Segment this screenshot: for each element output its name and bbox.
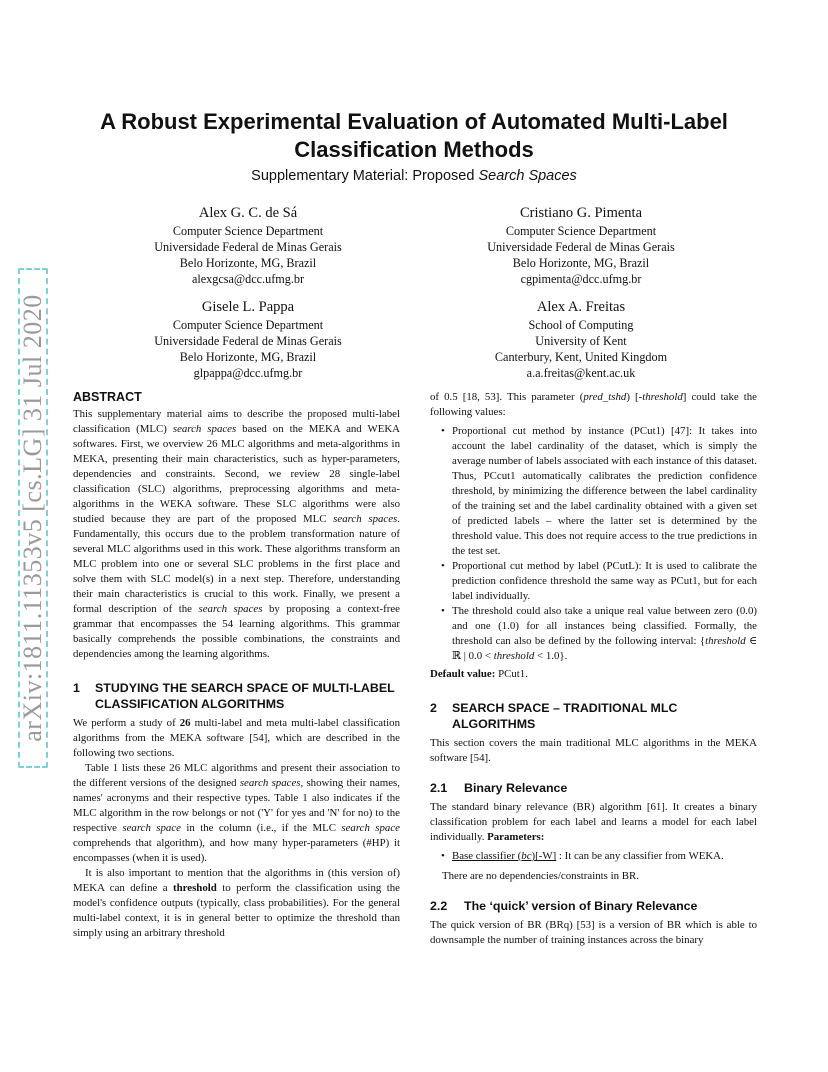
abstract-part: by proposing a context-free grammar that encompasses the 54 learning algorithms. This grammar basically comprehends the possible combinations, the constraints and dependencies among the learning algorithms. (73, 603, 400, 660)
paper-subtitle (80, 168, 748, 184)
text-run: Table 1 lists these 26 MLC algorithms and present their association to the different versions of the designed (73, 762, 400, 789)
author-location: Canterbury, Kent, United Kingdom (494, 350, 668, 364)
default-label: Default value: (430, 668, 496, 680)
list-item (441, 559, 757, 604)
text-run: ∈ ℝ | 0.0 < (452, 635, 757, 662)
author-email: alexgcsa@dcc.ufmg.br (191, 272, 305, 286)
text-run: multi-label and meta multi-label classification algorithms from the MEKA software [54], which are described in the following two sections. (73, 717, 400, 759)
default-value: PCut1. (495, 668, 528, 680)
text-emphasis: search space (341, 822, 400, 834)
arxiv-id: arXiv:1811.11353v5 [cs.LG] 31 Jul 2020 (18, 294, 47, 742)
author-location: Belo Horizonte, MG, Brazil (179, 256, 317, 270)
subsection-heading (430, 780, 757, 796)
text-emphasis: search spaces (239, 777, 301, 789)
text-run: < 1.0}. (534, 650, 568, 662)
parameter-name (452, 850, 556, 862)
text-run: We perform a study of (73, 717, 180, 729)
abstract-part: . Fundamentally, this occurs due to the problem transformation nature of several MLC algorithms used in this work. These algorithms transform an MLC problem into one or several SLC problems in the first place and solve them with SLC model(s) in a next step. Therefore, understanding their main characteristics is crucial to this work. Finally, we present a formal description of the (73, 513, 400, 615)
text-run: of 0.5 [18, 53]. This parameter ( (430, 391, 584, 403)
abstract-text (73, 407, 400, 662)
author-name: Cristiano G. Pimenta (519, 205, 643, 221)
abstract-emphasis: search spaces (198, 603, 263, 615)
paragraph (430, 800, 757, 845)
text-emphasis: threshold (493, 650, 535, 662)
text-emphasis: threshold (705, 635, 746, 647)
author-location: Belo Horizonte, MG, Brazil (179, 350, 317, 364)
author-name: Alex G. C. de Sá (198, 205, 298, 221)
paper-title: A Robust Experimental Evaluation of Automated Multi-Label Classification Methods (100, 109, 728, 162)
parameter-list (430, 849, 757, 864)
author-block (431, 203, 731, 287)
text-emphasis: bc (521, 850, 532, 862)
text-emphasis: pred_tshd (583, 391, 627, 403)
abstract-part: This supplementary material aims to describe the proposed multi-label classification (MLC) (73, 408, 400, 435)
bullet-icon: • (441, 560, 445, 572)
text-run: It is also important to mention that the algorithms in (this version of) MEKA can define a (73, 867, 400, 894)
paragraph: There are no dependencies/constraints in BR. (442, 870, 639, 882)
author-institution: Universidade Federal de Minas Gerais (154, 240, 342, 254)
text-bold: Parameters: (487, 831, 545, 843)
author-block (98, 297, 398, 381)
author-dept: School of Computing (528, 318, 634, 332)
subsection-heading (430, 898, 757, 914)
bullet-icon: • (441, 425, 445, 437)
author-name: Alex A. Freitas (536, 299, 626, 315)
author-institution: University of Kent (535, 334, 627, 348)
section-title: SEARCH SPACE – TRADITIONAL MLC ALGORITHMS (452, 701, 678, 731)
text-run: to perform the classification using the model's confidence outputs (typically, class probabilities). For the general multi-label context, it is in general better to optimize the threshold than simply using an arbitrary threshold (73, 882, 400, 939)
author-block (431, 297, 731, 381)
text-run: in the column (i.e., if the MLC (180, 822, 342, 834)
subsection-title: Binary Relevance (464, 781, 568, 795)
text-run: : It can be any classifier from WEKA. (556, 850, 724, 862)
section-number: 2 (430, 701, 437, 715)
bullet-icon: • (441, 850, 445, 862)
text-run: comprehends that algorithm), and how many hyper-parameters (#HP) it encompasses (when it is used). (73, 837, 400, 864)
text-run: Base classifier ( (452, 850, 522, 862)
abstract-part: based on the MEKA and WEKA softwares. First, we overview 26 MLC algorithms and meta-algorithms in MEKA, presenting their main characteristics, such as hyper-parameters, dependencies and constraints. Second, we review 28 single-label classification (SLC) algorithms, preprocessing algorithms and meta-algorithms in the WEKA software. These SLC algorithms were also studied because they are part of the proposed MLC (73, 423, 401, 525)
abstract-emphasis: search spaces (172, 423, 237, 435)
abstract-heading: ABSTRACT (73, 390, 142, 404)
paragraph: The quick version of BR (BRq) [53] is a version of BR which is able to downsample the number of training instances across the binary (430, 919, 757, 946)
author-dept: Computer Science Department (172, 224, 324, 238)
author-institution: Universidade Federal de Minas Gerais (487, 240, 675, 254)
text-run: , showing their names, names' acronyms and their respective types. Table 1 also indicates if the MLC algorithm in the row belongs or not ('Y' for yes and 'N' for no) to the respective (73, 777, 400, 834)
text-run: ) [ (626, 391, 639, 403)
paragraph (73, 716, 400, 761)
text-bold: 26 (179, 717, 191, 729)
list-item-text: Proportional cut method by instance (PCut1) [47]: It takes into account the label cardinality of the dataset, which is simply the average number of labels associated with each instance of this dataset. Thus, PCcut1 automatically calibrates the prediction confidence threshold, by minimizing the difference between the label cardinality of the training set and the label cardinality obtained with a given set of predicted labels – where the latter set is determined by the threshold value. This does not require access to the true predictions in the test set. (452, 425, 758, 557)
right-column (430, 390, 757, 948)
text-run: )[-W] (531, 850, 557, 862)
subtitle-emphasis: Search Spaces (478, 168, 577, 184)
threshold-list (430, 424, 757, 664)
arxiv-watermark (10, 268, 56, 768)
author-email: glpappa@dcc.ufmg.br (193, 366, 303, 380)
author-institution: Universidade Federal de Minas Gerais (154, 334, 342, 348)
author-email: a.a.freitas@kent.ac.uk (526, 366, 636, 380)
abstract-emphasis: search spaces (333, 513, 398, 525)
subtitle-text: Supplementary Material: Proposed (251, 168, 475, 184)
section-heading (430, 700, 757, 732)
list-item-text: Proportional cut method by label (PCutL): It is used to calibrate the prediction confidence threshold the same way as PCut1, but for each label individually. (452, 560, 757, 602)
paragraph (430, 390, 757, 420)
subsection-title: The ‘quick’ version of Binary Relevance (464, 899, 698, 913)
section-heading (73, 680, 400, 712)
bullet-icon: • (441, 605, 445, 617)
text-run: ] could take the following values: (430, 391, 757, 418)
text-run: The threshold could also take a unique real value between zero (0.0) and one (1.0) for all instances being classified. Formally, the threshold can also be defined by the following interval: { (452, 605, 757, 647)
subsection-number: 2.1 (430, 781, 448, 795)
paragraph (73, 761, 400, 866)
paragraph (73, 866, 400, 941)
list-item (441, 604, 757, 664)
author-email: cgpimenta@dcc.ufmg.br (520, 272, 642, 286)
text-emphasis: search space (122, 822, 181, 834)
author-location: Belo Horizonte, MG, Brazil (512, 256, 650, 270)
author-block (98, 203, 398, 287)
paragraph: This section covers the main traditional MLC algorithms in the MEKA software [54]. (430, 737, 757, 764)
left-column (73, 390, 400, 941)
default-value-line (430, 667, 757, 682)
section-number: 1 (73, 681, 80, 695)
author-name: Gisele L. Pappa (201, 299, 295, 315)
author-dept: Computer Science Department (505, 224, 657, 238)
section-title: STUDYING THE SEARCH SPACE OF MULTI-LABEL CLASSIFICATION ALGORITHMS (95, 681, 395, 711)
text-bold: threshold (173, 882, 217, 894)
list-item (441, 849, 757, 864)
list-item (441, 424, 758, 559)
subsection-number: 2.2 (430, 899, 448, 913)
text-run: The standard binary relevance (BR) algorithm [61]. It creates a binary classification problem for each label and learns a model for each label individually. (430, 801, 757, 843)
author-dept: Computer Science Department (172, 318, 324, 332)
text-emphasis: -threshold (638, 391, 683, 403)
